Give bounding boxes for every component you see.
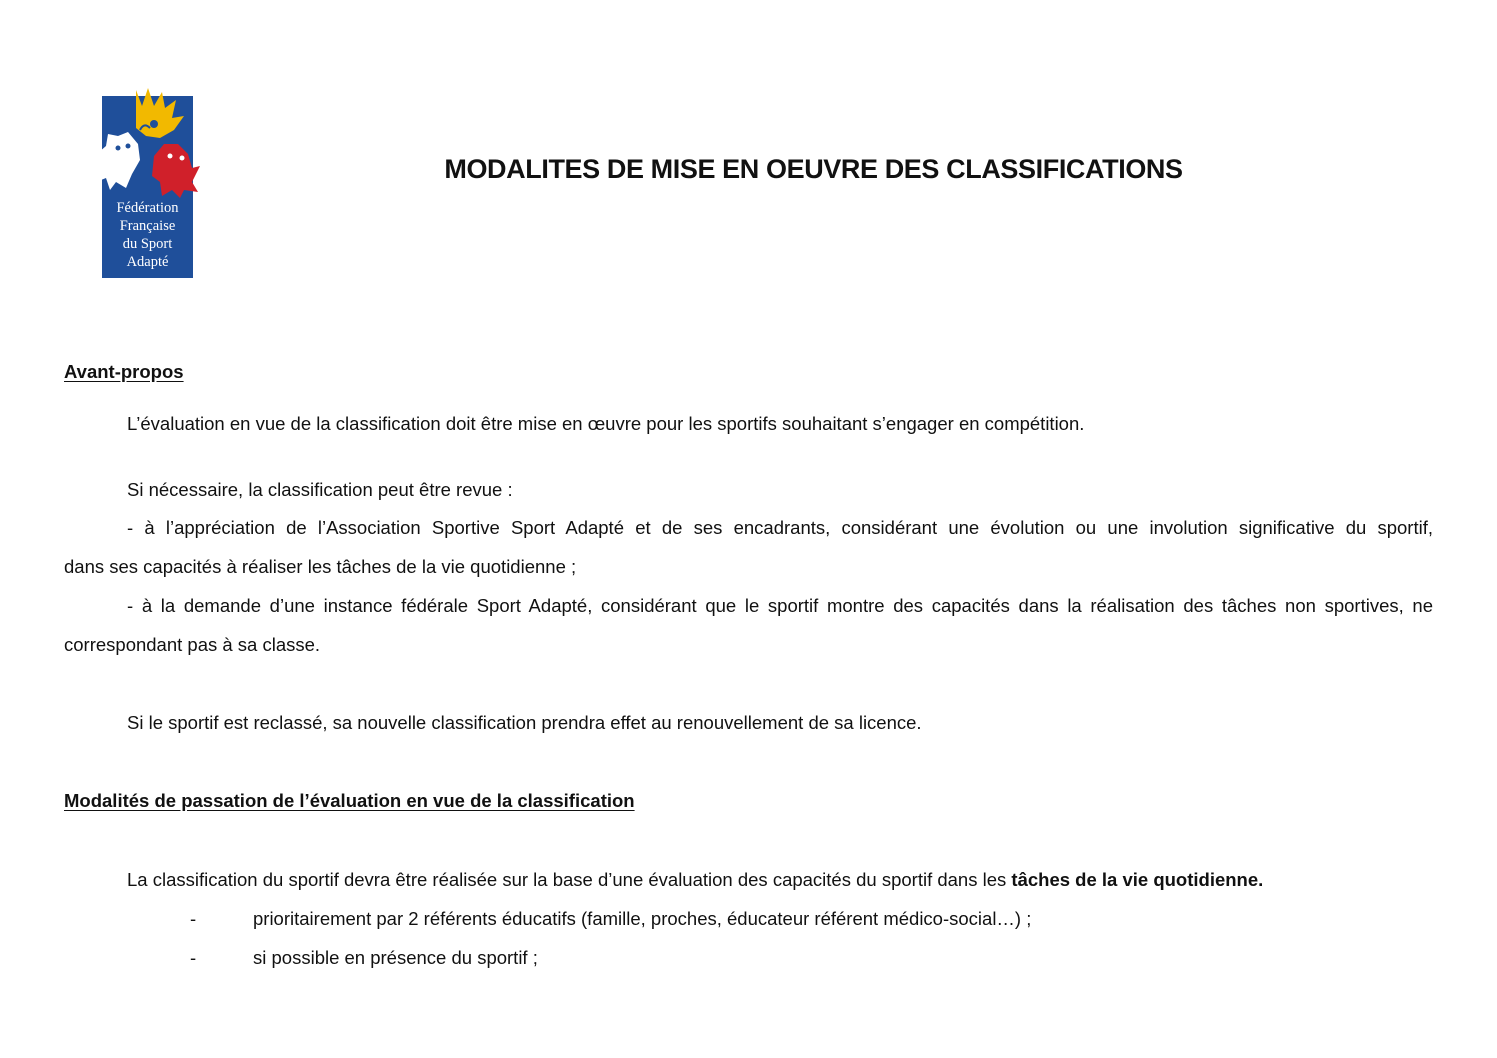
paragraph: Si le sportif est reclassé, sa nouvelle classification prendra effet au renouvellement de sa licence. [127,712,922,733]
logo-line: Adapté [126,254,169,270]
section-heading-modalites: Modalités de passation de l’évaluation en vue de la classification [64,790,635,811]
logo-caption [102,199,193,271]
section-heading-avant-propos: Avant-propos [64,361,184,382]
bullet-dash: - [190,908,197,929]
logo-line: du Sport [122,236,173,252]
page-title: MODALITES DE MISE EN OEUVRE DES CLASSIFICATIONS [444,154,1183,184]
paragraph-line: - à l’appréciation de l’Association Sportive Sport Adapté et de ses encadrants, considérant une évolution ou une involution significative du sportif, [127,517,1433,538]
bullet-item: prioritairement par 2 référents éducatifs (famille, proches, éducateur référent médico-social…) ; [253,908,1032,929]
logo-line: Française [119,218,176,234]
bullet-item: si possible en présence du sportif ; [253,947,538,968]
paragraph-line: correspondant pas à sa classe. [64,634,321,655]
paragraph-bold-text: tâches de la vie quotidienne. [1011,869,1264,890]
ffsa-logo [88,86,200,282]
bullet-dash: - [190,947,197,968]
logo-line: Fédération [116,200,179,216]
paragraph: L’évaluation en vue de la classification doit être mise en œuvre pour les sportifs souhaitant s’engager en compétition. [127,413,1085,434]
paragraph-line: - à la demande d’une instance fédérale Sport Adapté, considérant que le sportif montre des capacités dans la réalisation des tâches non sportives, ne [127,595,1433,616]
paragraph-text: La classification du sportif devra être réalisée sur la base d’une évaluation des capacités du sportif dans les [127,869,1012,890]
paragraph: Si nécessaire, la classification peut être revue : [127,479,513,500]
paragraph-line: dans ses capacités à réaliser les tâches de la vie quotidienne ; [64,556,577,577]
paragraph [127,869,1263,891]
